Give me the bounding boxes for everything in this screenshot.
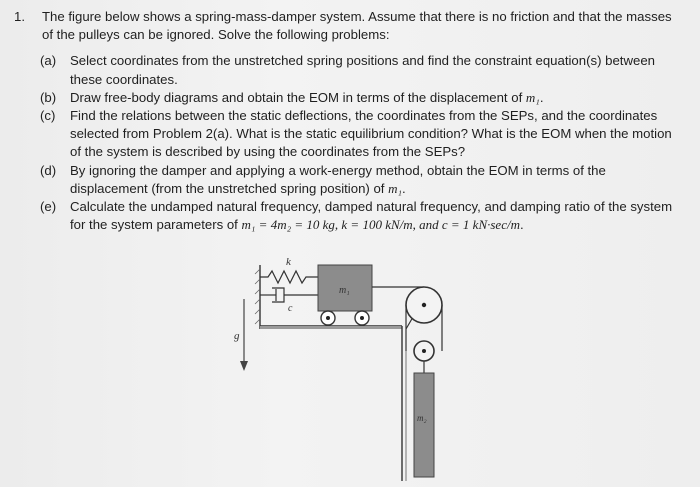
part-text: Draw free-body diagrams and obtain the EOM in terms of the displacement of <box>70 89 526 105</box>
part-label: (e) <box>40 199 57 215</box>
part-text: Calculate the undamped natural frequency, damped natural frequency, and damping ratio of the system for the system parameters of <box>70 199 673 233</box>
part-e <box>40 198 686 234</box>
spring-label: k <box>286 256 291 268</box>
problem-intro <box>14 8 686 44</box>
pulley-support <box>402 317 413 481</box>
part-math: m₁ <box>525 89 540 105</box>
part-label: (c) <box>40 108 56 124</box>
gravity-arrow <box>240 299 248 371</box>
mass-2-label: m₂ <box>417 413 427 423</box>
problem-number: 1. <box>14 9 25 24</box>
problem-parts <box>14 52 686 234</box>
mass-2-block <box>414 373 434 477</box>
part-b <box>40 89 686 107</box>
part-math: m₁ = 4m₂ = 10 kg, k = 100 kN/m, and c = 1 kN·sec/m <box>241 217 520 233</box>
damper-label: c <box>288 303 293 314</box>
mass-1-label: m₁ <box>339 285 350 296</box>
part-text-end: . <box>519 217 524 233</box>
part-label: (a) <box>40 53 57 69</box>
part-text: Select coordinates from the unstretched spring positions and find the constraint equation(s) between these coordinates. <box>70 53 655 87</box>
part-a <box>40 52 686 88</box>
part-math: m₁ <box>388 180 403 196</box>
mass-1-wheels <box>321 311 369 325</box>
ground-surface <box>260 326 402 329</box>
figure-svg <box>230 255 490 483</box>
part-text-end: . <box>402 180 406 196</box>
part-text: By ignoring the damper and applying a work-energy method, obtain the EOM in terms of the displacement (from the unstretched spring position) of <box>70 162 606 196</box>
part-text-end: . <box>539 89 544 105</box>
problem-1 <box>14 8 686 234</box>
lower-pulley <box>414 341 434 373</box>
part-text: Find the relations between the static deflections, the coordinates from the SEPs, and the coordinates selected from Problem 2(a). What is the static equilibrium condition? What is the EOM when the motion of the system is described by using the coordinates from the SEPs? <box>70 108 672 160</box>
part-c <box>40 107 686 162</box>
part-d <box>40 162 686 198</box>
part-label: (d) <box>40 162 57 178</box>
left-wall <box>255 265 260 329</box>
spring <box>260 271 318 283</box>
top-pulley <box>406 287 442 323</box>
gravity-label: g <box>234 330 240 342</box>
spring-mass-damper-figure <box>230 255 490 483</box>
problem-intro-text: The figure below shows a spring-mass-damper system. Assume that there is no friction and that the masses of the pulleys can be ignored. Solve the following problems: <box>42 9 672 43</box>
damper <box>260 288 318 302</box>
part-label: (b) <box>40 89 57 105</box>
